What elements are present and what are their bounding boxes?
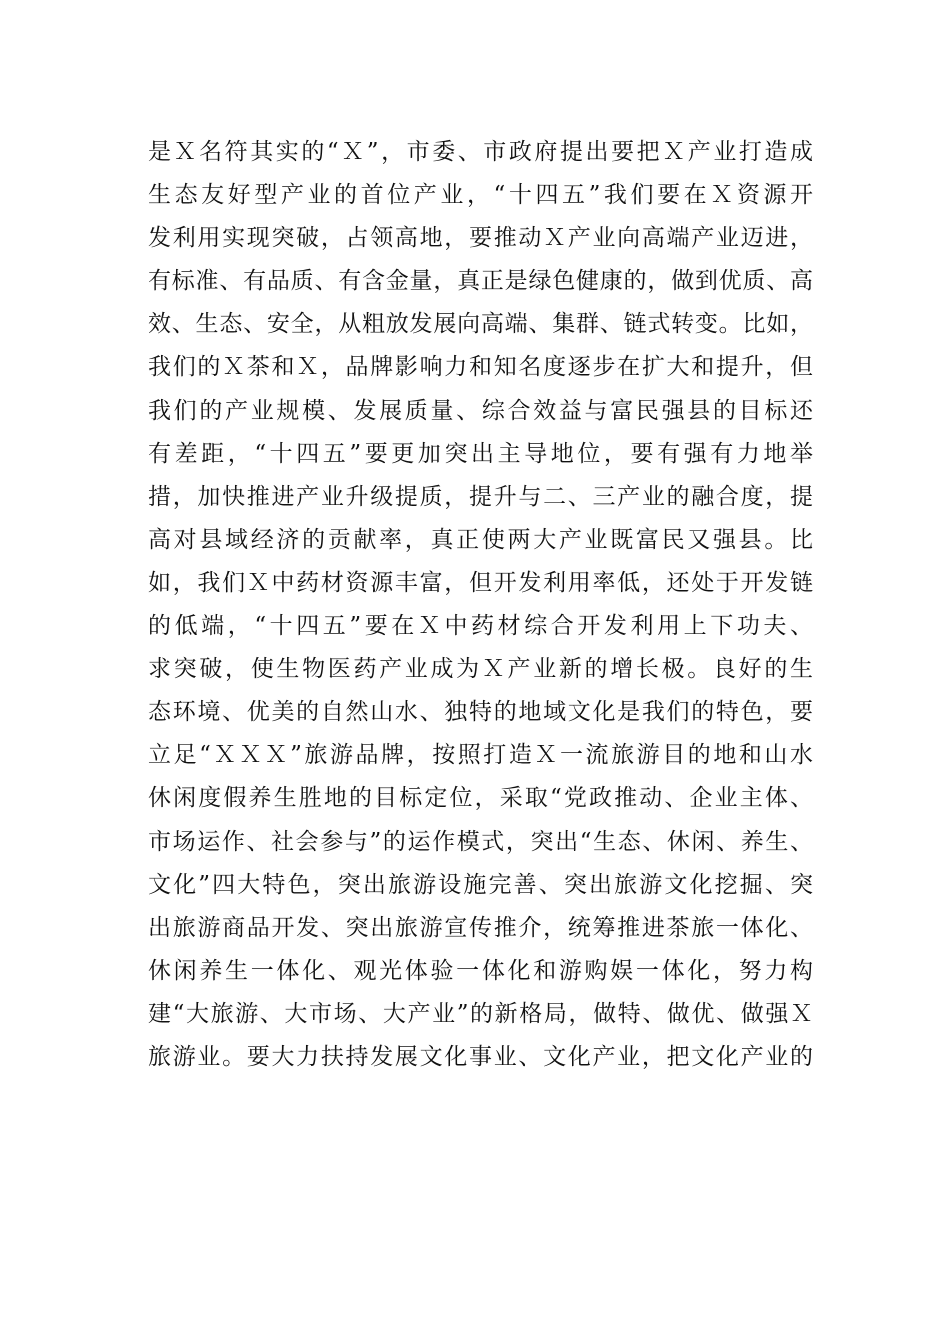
text-line: 态环境、优美的自然山水、独特的地域文化是我们的特色，要 bbox=[148, 699, 813, 726]
text-line: 的低端，“十四五”要在Ｘ中药材综合开发利用上下功夫、 bbox=[148, 613, 813, 640]
text-line: 生态友好型产业的首位产业，“十四五”我们要在Ｘ资源开 bbox=[148, 182, 813, 209]
text-line: 休闲度假养生胜地的目标定位，采取“党政推动、企业主体、 bbox=[148, 785, 813, 812]
text-line: 效、生态、安全，从粗放发展向高端、集群、链式转变。比如， bbox=[148, 311, 813, 338]
text-line: 有标准、有品质、有含金量，真正是绿色健康的，做到优质、高 bbox=[148, 268, 813, 295]
text-line: 是Ｘ名符其实的“Ｘ”，市委、市政府提出要把Ｘ产业打造成 bbox=[148, 139, 813, 165]
body-paragraph bbox=[148, 131, 813, 1079]
text-line: 发利用实现突破，占领高地，要推动Ｘ产业向高端产业迈进， bbox=[148, 225, 813, 252]
text-line: 出旅游商品开发、突出旅游宣传推介，统筹推进茶旅一体化、 bbox=[148, 914, 813, 941]
text-line: 建“大旅游、大市场、大产业”的新格局，做特、做优、做强Ｘ bbox=[148, 1000, 813, 1027]
text-line: 立足“ＸＸＸ”旅游品牌，按照打造Ｘ一流旅游目的地和山水 bbox=[148, 742, 813, 769]
text-line: 有差距，“十四五”要更加突出主导地位，要有强有力地举 bbox=[148, 440, 813, 467]
text-line: 措，加快推进产业升级提质，提升与二、三产业的融合度，提 bbox=[148, 483, 813, 510]
text-line: 我们的产业规模、发展质量、综合效益与富民强县的目标还 bbox=[148, 397, 813, 424]
text-line: 高对县域经济的贡献率，真正使两大产业既富民又强县。比 bbox=[148, 526, 813, 553]
text-line: 我们的Ｘ茶和Ｘ，品牌影响力和知名度逐步在扩大和提升，但 bbox=[148, 354, 813, 381]
text-line: 休闲养生一体化、观光体验一体化和游购娱一体化，努力构 bbox=[148, 957, 813, 984]
text-line: 市场运作、社会参与”的运作模式，突出“生态、休闲、养生、 bbox=[148, 828, 813, 855]
text-line: 旅游业。要大力扶持发展文化事业、文化产业，把文化产业的 bbox=[148, 1043, 813, 1070]
text-line: 如，我们Ｘ中药材资源丰富，但开发利用率低，还处于开发链 bbox=[148, 569, 813, 596]
text-line: 文化”四大特色，突出旅游设施完善、突出旅游文化挖掘、突 bbox=[148, 871, 813, 898]
text-line: 求突破，使生物医药产业成为Ｘ产业新的增长极。良好的生 bbox=[148, 656, 813, 683]
